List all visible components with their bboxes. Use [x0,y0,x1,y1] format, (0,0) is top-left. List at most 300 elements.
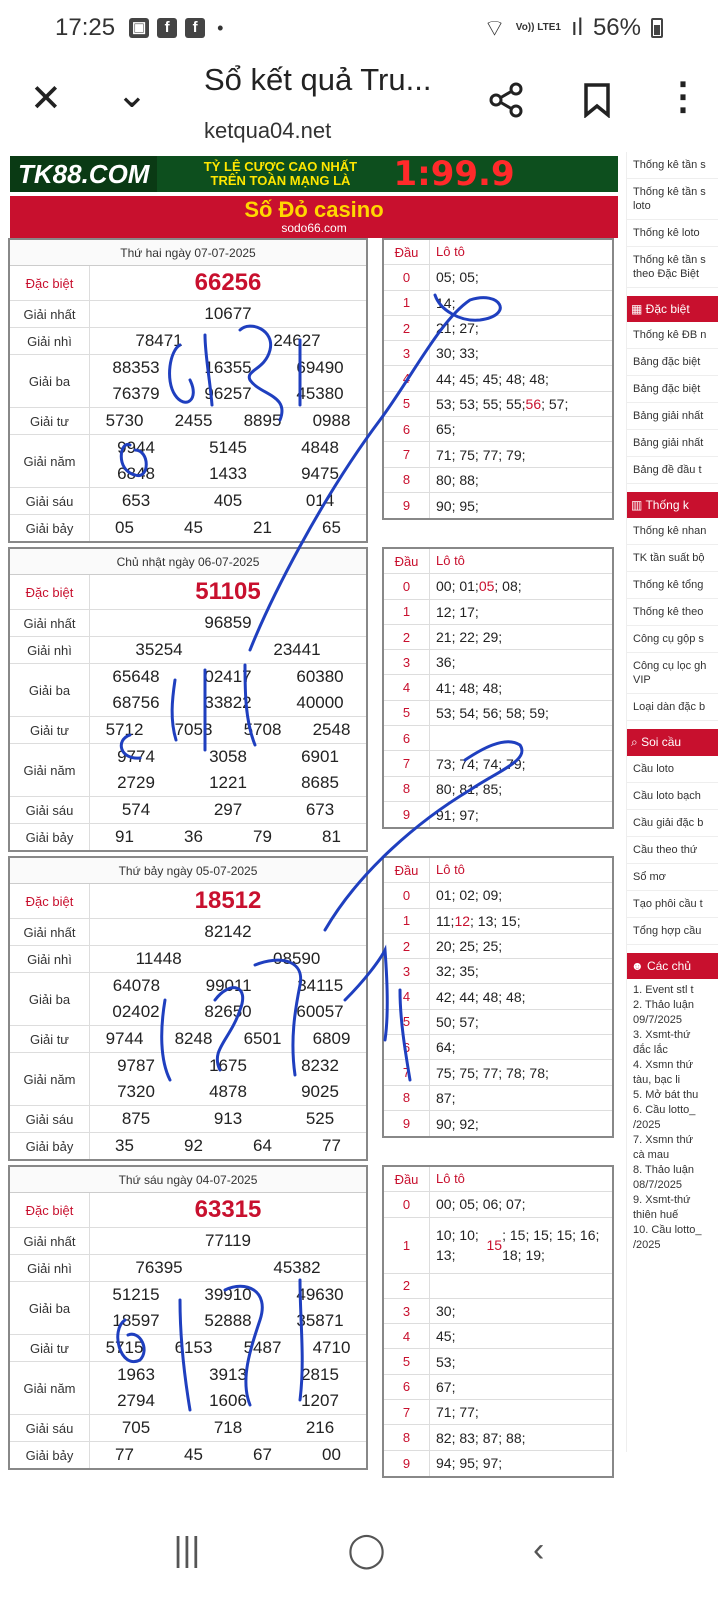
dau-digit: 7 [384,1400,430,1424]
loto-row [384,751,612,776]
prize-row [10,1442,366,1468]
prize-number: 88353 [112,358,160,377]
prize-number: 2455 [174,411,213,430]
home-button[interactable]: ◯ [347,1531,386,1569]
sidebar-link[interactable]: Bảng giải nhất [627,403,718,430]
sidebar-link[interactable]: Loại dàn đặc b [627,694,718,721]
loto-values: 50; 57; [436,1013,479,1030]
grid-icon: ▦ [631,302,646,316]
prize-line [90,461,366,487]
loto-values: 01; 02; 09; [436,887,503,904]
loto-row [384,1324,612,1349]
prize-row [10,328,366,355]
prize-number: 3913 [209,1365,247,1384]
sidebar-link[interactable]: đắc lắc [633,1044,668,1056]
prize-line [90,355,366,381]
prize-number: 76379 [112,384,160,403]
prize-number: 65 [322,518,341,537]
prize-label: Đặc biệt [10,575,90,609]
prize-line [90,408,366,434]
loto-values: 12; 17; [436,603,479,620]
dau-header: Đầu [384,549,430,573]
prize-number: 6901 [301,747,339,766]
sidebar-link[interactable]: 7. Xsmn thứ [633,1134,693,1146]
sidebar-link[interactable]: Thống kê tần s [627,152,718,179]
dau-digit: 7 [384,751,430,775]
prize-label: Giải bảy [10,1442,90,1468]
dau-digit: 8 [384,777,430,801]
prize-label: Giải tư [10,408,90,434]
result-table [8,547,368,852]
prize-row [10,973,366,1026]
prize-row [10,1106,366,1133]
prize-number: 96859 [204,613,252,632]
dau-digit: 4 [384,984,430,1008]
prize-number: 216 [305,1418,335,1437]
loto-values: 90; 95; [436,497,479,514]
prize-row [10,1255,366,1282]
sidebar-link[interactable]: Sổ mơ [627,864,718,891]
prize-number: 40000 [296,693,344,712]
sidebar-link[interactable]: Bảng đặc biệt [627,349,718,376]
page-domain[interactable]: ketqua04.net [204,118,332,143]
prize-number: 16355 [204,358,252,377]
prize-number: 05 [115,518,134,537]
sidebar-link[interactable]: 1. Event stl t [633,984,694,996]
sidebar-link[interactable]: Thống kê nhan [627,518,718,545]
loto-table [382,1165,614,1478]
prize-number: 8232 [301,1056,339,1075]
sidebar-link[interactable]: 8. Thảo luận [633,1164,694,1176]
back-button[interactable]: ‹ [532,1530,545,1569]
sidebar-link[interactable]: cà mau [633,1149,670,1161]
loto-values: 30; 33; [436,345,479,362]
loto-values: 87; [436,1089,456,1106]
dau-digit: 9 [384,802,430,827]
android-nav-bar [0,1500,718,1600]
loto-header [384,549,612,574]
dau-digit: 6 [384,1035,430,1059]
prize-line [90,381,366,407]
signal-icon: ıl [570,14,583,41]
prize-number: 913 [213,1109,243,1128]
result-date[interactable]: Thứ hai ngày 07-07-2025 [10,240,366,266]
prize-label: Giải sáu [10,1415,90,1441]
prize-label: Giải tư [10,1026,90,1052]
prize-number: 39910 [204,1285,252,1304]
sidebar-link[interactable]: Công cụ gộp s [627,626,718,653]
prize-number: 5708 [243,720,282,739]
sidebar-link[interactable]: 5. Mở bát thu [633,1089,699,1101]
dau-digit: 3 [384,1299,430,1323]
prize-row [10,744,366,797]
prize-line [90,515,366,541]
loto-values: 75; 75; 77; 78; 78; [436,1064,549,1081]
loto-row [384,1451,612,1476]
prize-number: 1675 [209,1056,247,1075]
recent-apps-button[interactable]: ||| [173,1530,201,1569]
prize-label: Giải bảy [10,824,90,850]
prize-number: 64078 [112,976,161,995]
prize-number: 9787 [117,1056,155,1075]
highlighted-loto: 05 [478,578,495,595]
prize-number: 6501 [243,1029,282,1048]
sidebar-link[interactable]: Thống kê loto [627,220,718,247]
dau-digit: 2 [384,625,430,649]
prize-row [10,1193,366,1228]
highlighted-loto: 56 [525,395,542,412]
loto-row [384,316,612,341]
prize-number: 02417 [204,667,252,686]
prize-number: 82142 [204,922,252,941]
loto-values: 44; 45; 45; 48; 48; [436,370,549,387]
prize-number: 7053 [174,720,213,739]
prize-number: 91 [115,827,134,846]
prize-number: 4878 [209,1082,247,1101]
prize-number: 77 [115,1445,134,1464]
loto-row [384,1349,612,1374]
notification-dot-icon: • [217,17,224,38]
prize-line [90,575,366,609]
prize-number: 0988 [312,411,351,430]
loto-values: 32; 35; [436,963,479,980]
users-icon: ☻ [631,959,647,973]
loto-values: 94; 95; 97; [436,1455,503,1472]
loto-values: 91; 97; [436,806,479,823]
prize-number: 49630 [296,1285,344,1304]
prize-label: Giải sáu [10,797,90,823]
sidebar-link[interactable]: Thống kê tần s theo Đặc Biệt [627,247,718,288]
loto-row [384,1192,612,1217]
loto-values: 30; [436,1303,456,1320]
dau-digit: 2 [384,934,430,958]
sidebar-link[interactable]: /2025 [633,1119,661,1131]
prize-line [90,744,366,770]
prize-line [90,797,366,823]
loto-row [384,1400,612,1425]
prize-line [90,973,366,999]
sidebar-link[interactable]: Cầu giải đặc b [627,810,718,837]
sidebar-link[interactable]: thiên huế [633,1209,679,1221]
prize-row [10,488,366,515]
prize-row [10,435,366,488]
prize-label: Giải tư [10,1335,90,1361]
prize-label: Giải sáu [10,488,90,514]
prize-line [90,1228,366,1254]
prize-number: 8895 [243,411,282,430]
tk88-logo: TK88.COM [10,156,157,192]
battery-text: 56% [592,14,641,41]
sidebar-link[interactable]: Thống kê tần s loto [627,179,718,220]
sidebar-link[interactable]: tàu, bạc li [633,1074,681,1086]
loto-row [384,600,612,625]
share-icon [488,82,524,118]
prize-line [90,1133,366,1159]
prize-number: 81 [322,827,341,846]
page-title: Sổ kết quả Tru... [204,62,432,97]
loto-values: 36; [436,654,456,671]
prize-number: 653 [121,491,151,510]
prize-line [90,1079,366,1105]
result-table [8,238,368,543]
prize-number: 718 [213,1418,243,1437]
prize-line [90,1415,366,1441]
loto-values: 11; 12 ; 13; 15; [436,912,521,929]
prize-number: 1221 [209,773,247,792]
loto-header-label: Lô tô [436,244,465,260]
sodo-url: sodo66.com [281,221,347,235]
loto-values: 64; [436,1039,456,1056]
prize-number: 574 [121,800,151,819]
dau-digit: 1 [384,909,430,933]
prize-number: 68756 [112,693,160,712]
loto-row [384,802,612,827]
tk88-slogan [175,160,385,188]
prize-number: 23441 [273,640,321,659]
loto-row [384,650,612,675]
prize-number: 52888 [204,1311,252,1330]
sidebar-link[interactable]: 3. Xsmt-thứ [633,1029,691,1041]
sidebar-link[interactable]: Bảng giải nhất [627,430,718,457]
sidebar-section-thong-ke: ▥ Thống k [627,492,718,518]
prize-number: 2794 [117,1391,155,1410]
dau-digit: 5 [384,1010,430,1034]
prize-row [10,355,366,408]
prize-label: Giải nhất [10,919,90,945]
prize-label: Giải bảy [10,515,90,541]
sidebar-link[interactable]: Cầu loto bạch [627,783,718,810]
close-button[interactable]: ✕ [30,78,62,120]
prize-number: 08590 [273,949,321,968]
sidebar-link[interactable]: Tổng hợp cầu [627,918,718,945]
dau-digit: 5 [384,1349,430,1373]
prize-number: 8248 [174,1029,213,1048]
prize-line [90,824,366,850]
tk88-banner[interactable] [10,156,618,192]
highlighted-loto: 15 [486,1237,503,1254]
prize-label: Giải ba [10,973,90,1025]
prize-row [10,266,366,301]
loto-values: 90; 92; [436,1115,479,1132]
dau-digit: 0 [384,265,430,289]
dau-digit: 9 [384,1111,430,1136]
loto-row [384,1218,612,1274]
sidebar-link[interactable]: Cầu loto [627,756,718,783]
prize-number: 8685 [301,773,339,792]
gallery-icon: ▣ [129,18,149,38]
prize-number: 297 [213,800,243,819]
prize-number: 5715 [105,1338,144,1357]
prize-row [10,884,366,919]
status-time: 17:25 [55,14,116,41]
loto-values: 65; [436,421,456,438]
prize-number: 92 [184,1136,203,1155]
share-button[interactable] [488,82,524,125]
prize-line [90,1026,366,1052]
prize-label: Giải nhì [10,637,90,663]
prize-number: 6153 [174,1338,213,1357]
loto-values: 71; 75; 77; 79; [436,446,526,463]
prize-number: 673 [305,800,335,819]
loto-row [384,934,612,959]
prize-number: 35871 [296,1311,344,1330]
prize-number: 79 [253,827,272,846]
loto-row [384,1035,612,1060]
sidebar-link[interactable]: 9. Xsmt-thứ [633,1194,691,1206]
loto-header-label: Lô tô [436,553,465,569]
loto-values: 67; [436,1378,456,1395]
bookmark-button[interactable] [582,82,612,125]
dau-digit: 1 [384,291,430,315]
bar-chart-icon: ▥ [631,498,646,512]
prize-label: Giải bảy [10,1133,90,1159]
prize-label: Đặc biệt [10,1193,90,1227]
loto-values [430,726,612,750]
prize-row [10,797,366,824]
sidebar-link[interactable]: TK tần suất bộ [627,545,718,572]
sidebar-link[interactable]: Công cụ lọc gh VIP [627,653,718,694]
prize-number: 4848 [301,438,339,457]
loto-table [382,547,614,829]
loto-row [384,984,612,1009]
prize-number: 64 [253,1136,272,1155]
prize-row [10,824,366,850]
sodo-banner[interactable] [10,196,618,238]
loto-row [384,1060,612,1085]
sidebar-link[interactable]: Tạo phôi cầu t [627,891,718,918]
prize-number: 34115 [297,976,344,995]
loto-row [384,1375,612,1400]
prize-number: 78471 [135,331,183,350]
sidebar-link[interactable]: Thống kê theo [627,599,718,626]
prize-number: 18512 [194,887,262,914]
sidebar-link[interactable]: /2025 [633,1239,661,1251]
sidebar-link[interactable]: Bảng đặc biệt [627,376,718,403]
prize-number: 45 [184,518,203,537]
prize-line [90,1053,366,1079]
prize-row [10,1335,366,1362]
prize-number: 21 [253,518,272,537]
dau-header: Đầu [384,858,430,882]
dau-digit: 5 [384,392,430,416]
sidebar-link[interactable]: 2. Thảo luận [633,999,694,1011]
loto-values: 53; [436,1353,456,1370]
sidebar-link[interactable]: 10. Cầu lotto_ [633,1224,702,1236]
prize-number: 45 [184,1445,203,1464]
prize-number: 63315 [194,1196,262,1223]
prize-row [10,1133,366,1159]
prize-label: Giải ba [10,664,90,716]
prize-number: 11448 [135,949,182,968]
prize-number: 9025 [301,1082,339,1101]
prize-number: 10677 [204,304,252,323]
prize-line [90,610,366,636]
prize-number: 9944 [117,438,155,457]
prize-line [90,301,366,327]
dau-digit: 9 [384,493,430,518]
prize-line [90,1106,366,1132]
prize-row [10,610,366,637]
loto-values: 53; 54; 56; 58; 59; [436,704,549,721]
prize-label: Giải ba [10,355,90,407]
sidebar-link[interactable]: 4. Xsmn thứ [633,1059,693,1071]
dau-digit: 6 [384,726,430,750]
loto-values: 71; 77; [436,1404,479,1421]
prize-number: 02402 [112,1002,160,1021]
sidebar-link[interactable]: Bảng đề đầu t [627,457,718,484]
prize-number: 405 [213,491,243,510]
sidebar-link[interactable]: 6. Cầu lotto_ [633,1104,696,1116]
dau-digit: 2 [384,1274,430,1298]
prize-number: 6809 [312,1029,351,1048]
dau-digit: 1 [384,600,430,624]
prize-number: 45382 [273,1258,321,1277]
dau-digit: 8 [384,1425,430,1449]
result-date[interactable]: Thứ bảy ngày 05-07-2025 [10,858,366,884]
prize-label: Giải nhất [10,610,90,636]
sidebar-link[interactable]: Thống kê ĐB n [627,322,718,349]
dau-digit: 2 [384,316,430,340]
prize-number: 6848 [117,464,155,483]
prize-number: 5487 [243,1338,282,1357]
loto-row [384,1299,612,1324]
dau-digit: 4 [384,675,430,699]
dau-digit: 6 [384,417,430,441]
dau-digit: 0 [384,1192,430,1216]
dau-digit: 3 [384,959,430,983]
prize-number: 99011 [205,976,252,995]
prize-number: 65648 [112,667,160,686]
dau-digit: 7 [384,442,430,466]
result-date[interactable]: Thứ sáu ngày 04-07-2025 [10,1167,366,1193]
prize-number: 33822 [204,693,252,712]
dau-digit: 6 [384,1375,430,1399]
sodo-title: Số Đỏ casino [244,197,384,222]
prize-row [10,637,366,664]
chevron-down-icon[interactable]: ⌄ [116,74,148,116]
sidebar-link[interactable]: Cầu theo thứ [627,837,718,864]
tk88-odds: 1:99.9 [393,156,515,192]
prize-number: 67 [253,1445,272,1464]
prize-number: 36 [184,827,203,846]
sidebar-link[interactable]: 08/7/2025 [633,1179,682,1191]
prize-label: Giải nhất [10,1228,90,1254]
result-date[interactable]: Chủ nhật ngày 06-07-2025 [10,549,366,575]
prize-number: 2548 [312,720,351,739]
loto-row [384,777,612,802]
prize-number: 705 [121,1418,151,1437]
loto-values: 05; 05; [436,269,479,286]
loto-values: 41; 48; 48; [436,679,503,696]
battery-icon [651,18,663,38]
loto-row [384,265,612,290]
prize-number: 9475 [301,464,339,483]
loto-header [384,240,612,265]
more-options-button[interactable]: ⋮ [664,76,702,118]
prize-label: Giải tư [10,717,90,743]
loto-values: 00; 01; 05 ; 08; [436,578,522,595]
loto-row [384,417,612,442]
loto-row [384,909,612,934]
loto-row [384,574,612,599]
dau-digit: 8 [384,1086,430,1110]
prize-label: Giải năm [10,1362,90,1414]
sidebar-link[interactable]: 09/7/2025 [633,1014,682,1026]
highlighted-loto: 12 [454,912,471,929]
prize-line [90,488,366,514]
loto-row [384,701,612,726]
sidebar-link[interactable]: Thống kê tổng [627,572,718,599]
